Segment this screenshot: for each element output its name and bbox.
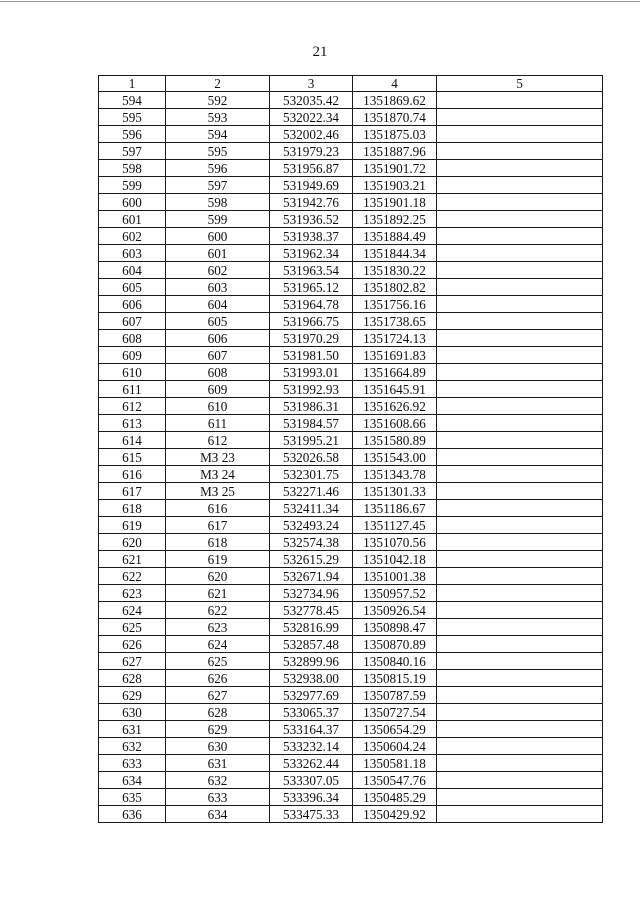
table-body	[99, 92, 603, 823]
table-cell: 606	[99, 296, 166, 313]
table-cell: 1350547.76	[353, 772, 437, 789]
table-cell: 605	[99, 279, 166, 296]
table-cell: 600	[99, 194, 166, 211]
table-cell: 616	[99, 466, 166, 483]
table-cell: 532938.00	[270, 670, 353, 687]
table-cell	[437, 551, 603, 568]
table-cell: 627	[166, 687, 270, 704]
table-cell: 531938.37	[270, 228, 353, 245]
table-cell: 633	[166, 789, 270, 806]
table-cell: 1350926.54	[353, 602, 437, 619]
table-cell: 531962.34	[270, 245, 353, 262]
table-cell: 624	[99, 602, 166, 619]
table-cell: 1351645.91	[353, 381, 437, 398]
table-cell: МЗ 25	[166, 483, 270, 500]
table-row	[99, 245, 603, 262]
table-cell: 531965.12	[270, 279, 353, 296]
table-cell: 532615.29	[270, 551, 353, 568]
table-cell: МЗ 23	[166, 449, 270, 466]
table-cell: 632	[99, 738, 166, 755]
table-cell: 609	[166, 381, 270, 398]
table-cell	[437, 653, 603, 670]
table-cell	[437, 534, 603, 551]
table-cell: 531992.93	[270, 381, 353, 398]
table-cell: 1351127.45	[353, 517, 437, 534]
table-cell: 615	[99, 449, 166, 466]
table-cell	[437, 364, 603, 381]
table-cell: 599	[166, 211, 270, 228]
table-cell: 595	[166, 143, 270, 160]
table-row	[99, 772, 603, 789]
table-row	[99, 636, 603, 653]
table-cell: 626	[166, 670, 270, 687]
table-row	[99, 466, 603, 483]
table-cell: 592	[166, 92, 270, 109]
table-cell: 1350898.47	[353, 619, 437, 636]
table-cell: 603	[166, 279, 270, 296]
table-cell: 1351042.18	[353, 551, 437, 568]
table-cell: 533232.14	[270, 738, 353, 755]
table-cell	[437, 279, 603, 296]
table-cell: 597	[166, 177, 270, 194]
table-row	[99, 806, 603, 823]
table-cell: 532857.48	[270, 636, 353, 653]
table-cell: 531966.75	[270, 313, 353, 330]
table-cell: 1351343.78	[353, 466, 437, 483]
table-cell: 608	[99, 330, 166, 347]
table-row	[99, 347, 603, 364]
table-cell	[437, 517, 603, 534]
table-cell: 626	[99, 636, 166, 653]
table-cell: 532035.42	[270, 92, 353, 109]
table-row	[99, 670, 603, 687]
table-cell: 633	[99, 755, 166, 772]
table-cell: 532271.46	[270, 483, 353, 500]
table-cell	[437, 398, 603, 415]
table-cell: 601	[166, 245, 270, 262]
table-cell: 533475.33	[270, 806, 353, 823]
table-row	[99, 755, 603, 772]
table-cell: 620	[99, 534, 166, 551]
table-cell: 531942.76	[270, 194, 353, 211]
table-cell: 594	[166, 126, 270, 143]
table-cell: 531981.50	[270, 347, 353, 364]
table-row	[99, 602, 603, 619]
table-cell: 1351070.56	[353, 534, 437, 551]
table-row	[99, 194, 603, 211]
table-cell	[437, 211, 603, 228]
table-row	[99, 619, 603, 636]
table-cell: 532411.34	[270, 500, 353, 517]
table-cell	[437, 143, 603, 160]
table-cell: 596	[166, 160, 270, 177]
table-row	[99, 585, 603, 602]
table-cell: 531970.29	[270, 330, 353, 347]
table-cell: 610	[166, 398, 270, 415]
table-cell: 630	[99, 704, 166, 721]
table-row	[99, 721, 603, 738]
table-cell: 608	[166, 364, 270, 381]
table-cell: 621	[99, 551, 166, 568]
table-cell: 618	[166, 534, 270, 551]
table-cell: 1350581.18	[353, 755, 437, 772]
table-cell: 532671.94	[270, 568, 353, 585]
table-cell	[437, 585, 603, 602]
table-cell: 600	[166, 228, 270, 245]
table-cell	[437, 789, 603, 806]
table-cell: 1350727.54	[353, 704, 437, 721]
table-cell	[437, 330, 603, 347]
table-cell: 603	[99, 245, 166, 262]
table-cell: 595	[99, 109, 166, 126]
table-cell: 1351903.21	[353, 177, 437, 194]
table-cell: 532026.58	[270, 449, 353, 466]
table-cell: 531956.87	[270, 160, 353, 177]
table-cell: 531993.01	[270, 364, 353, 381]
table-cell: 1351869.62	[353, 92, 437, 109]
table-cell	[437, 126, 603, 143]
table-row	[99, 500, 603, 517]
table-cell: 602	[166, 262, 270, 279]
table-row	[99, 92, 603, 109]
table-cell: 531949.69	[270, 177, 353, 194]
table-cell: 532734.96	[270, 585, 353, 602]
table-cell: 634	[99, 772, 166, 789]
table-cell: 610	[99, 364, 166, 381]
table-cell: 635	[99, 789, 166, 806]
table-cell: 629	[99, 687, 166, 704]
table-row	[99, 143, 603, 160]
table-cell: 630	[166, 738, 270, 755]
table-cell: 1351844.34	[353, 245, 437, 262]
table-cell	[437, 160, 603, 177]
table-cell	[437, 721, 603, 738]
table-cell: 532899.96	[270, 653, 353, 670]
table-cell	[437, 432, 603, 449]
table-cell: 604	[99, 262, 166, 279]
table-cell	[437, 619, 603, 636]
table-cell: 1351664.89	[353, 364, 437, 381]
column-header: 3	[270, 76, 353, 92]
table-row	[99, 211, 603, 228]
table-cell: 1351892.25	[353, 211, 437, 228]
table-cell	[437, 92, 603, 109]
table-cell: 531984.57	[270, 415, 353, 432]
table-cell	[437, 262, 603, 279]
table-row	[99, 109, 603, 126]
table-row	[99, 534, 603, 551]
table-cell	[437, 415, 603, 432]
table-cell: 634	[166, 806, 270, 823]
table-cell: 533065.37	[270, 704, 353, 721]
table-cell: 532778.45	[270, 602, 353, 619]
table-cell: 533307.05	[270, 772, 353, 789]
table-row	[99, 126, 603, 143]
table-cell: 531979.23	[270, 143, 353, 160]
table-cell	[437, 670, 603, 687]
table-cell	[437, 755, 603, 772]
table-cell: 617	[99, 483, 166, 500]
table-cell: 1351756.16	[353, 296, 437, 313]
table-cell: 1351802.82	[353, 279, 437, 296]
table-row	[99, 432, 603, 449]
table-cell: 607	[166, 347, 270, 364]
table-cell: 623	[166, 619, 270, 636]
table-cell: 625	[166, 653, 270, 670]
table-cell: 533396.34	[270, 789, 353, 806]
column-header: 1	[99, 76, 166, 92]
table-cell	[437, 313, 603, 330]
table-cell	[437, 483, 603, 500]
table-cell: 614	[99, 432, 166, 449]
table-cell: МЗ 24	[166, 466, 270, 483]
table-cell: 1350815.19	[353, 670, 437, 687]
column-header: 5	[437, 76, 603, 92]
table-cell: 532493.24	[270, 517, 353, 534]
table-cell: 597	[99, 143, 166, 160]
table-cell: 628	[99, 670, 166, 687]
table-cell: 624	[166, 636, 270, 653]
table-cell	[437, 466, 603, 483]
table-cell: 601	[99, 211, 166, 228]
table-cell: 531964.78	[270, 296, 353, 313]
table-row	[99, 704, 603, 721]
table-row	[99, 313, 603, 330]
table-cell: 532977.69	[270, 687, 353, 704]
table-cell	[437, 772, 603, 789]
table-cell	[437, 704, 603, 721]
table-cell: 623	[99, 585, 166, 602]
table-cell: 636	[99, 806, 166, 823]
table-row	[99, 279, 603, 296]
table-cell: 1351830.22	[353, 262, 437, 279]
table-cell: 594	[99, 92, 166, 109]
table-cell: 1351543.00	[353, 449, 437, 466]
table-row	[99, 517, 603, 534]
header-row	[99, 76, 603, 92]
table-row	[99, 789, 603, 806]
table-cell: 532574.38	[270, 534, 353, 551]
table-row	[99, 568, 603, 585]
table-cell	[437, 296, 603, 313]
table-cell: 622	[99, 568, 166, 585]
table-row	[99, 296, 603, 313]
table-cell: 1350429.92	[353, 806, 437, 823]
table-row	[99, 262, 603, 279]
table-row	[99, 330, 603, 347]
table-cell	[437, 636, 603, 653]
table-row	[99, 653, 603, 670]
table-cell: 1350654.29	[353, 721, 437, 738]
table-cell: 532022.34	[270, 109, 353, 126]
table-cell: 619	[166, 551, 270, 568]
table-cell	[437, 347, 603, 364]
table-cell: 1350840.16	[353, 653, 437, 670]
table-cell: 593	[166, 109, 270, 126]
table-cell: 531995.21	[270, 432, 353, 449]
table-cell: 1351580.89	[353, 432, 437, 449]
table-cell: 1351901.72	[353, 160, 437, 177]
table-cell: 531986.31	[270, 398, 353, 415]
table-cell: 1351901.18	[353, 194, 437, 211]
table-cell: 1351608.66	[353, 415, 437, 432]
table-cell: 1351186.67	[353, 500, 437, 517]
table-cell: 612	[99, 398, 166, 415]
table-cell	[437, 687, 603, 704]
table-cell: 596	[99, 126, 166, 143]
table-cell: 618	[99, 500, 166, 517]
table-row	[99, 551, 603, 568]
table-cell	[437, 194, 603, 211]
table-cell: 1351884.49	[353, 228, 437, 245]
page-number: 21	[312, 44, 328, 60]
table-cell	[437, 109, 603, 126]
table-cell: 604	[166, 296, 270, 313]
table-cell	[437, 602, 603, 619]
table-cell: 598	[99, 160, 166, 177]
table-cell: 1351875.03	[353, 126, 437, 143]
table-row	[99, 687, 603, 704]
table-cell: 607	[99, 313, 166, 330]
table-cell: 613	[99, 415, 166, 432]
table-cell: 620	[166, 568, 270, 585]
table-cell: 628	[166, 704, 270, 721]
table-cell: 533164.37	[270, 721, 353, 738]
table-cell: 532816.99	[270, 619, 353, 636]
table-cell: 1351887.96	[353, 143, 437, 160]
table-cell: 1350604.24	[353, 738, 437, 755]
table-cell: 532002.46	[270, 126, 353, 143]
table-header	[99, 76, 603, 92]
table-cell: 531963.54	[270, 262, 353, 279]
table-cell: 616	[166, 500, 270, 517]
table-cell	[437, 568, 603, 585]
table-cell: 612	[166, 432, 270, 449]
table-row	[99, 177, 603, 194]
table-cell: 609	[99, 347, 166, 364]
coordinates-table	[98, 75, 603, 823]
table-cell	[437, 738, 603, 755]
page-top-rule	[0, 1, 640, 2]
table-cell: 625	[99, 619, 166, 636]
column-header: 2	[166, 76, 270, 92]
table-cell: 1350957.52	[353, 585, 437, 602]
table-cell: 631	[166, 755, 270, 772]
table-cell: 1350787.59	[353, 687, 437, 704]
table-cell	[437, 449, 603, 466]
table-cell: 627	[99, 653, 166, 670]
table-cell: 599	[99, 177, 166, 194]
table-cell: 611	[166, 415, 270, 432]
table-cell: 602	[99, 228, 166, 245]
table-row	[99, 160, 603, 177]
table-cell: 611	[99, 381, 166, 398]
table-cell: 617	[166, 517, 270, 534]
table-cell: 531936.52	[270, 211, 353, 228]
table-row	[99, 738, 603, 755]
table-cell	[437, 177, 603, 194]
table-cell	[437, 806, 603, 823]
table-cell	[437, 228, 603, 245]
table-cell: 598	[166, 194, 270, 211]
table-row	[99, 449, 603, 466]
table-cell	[437, 500, 603, 517]
table-cell: 629	[166, 721, 270, 738]
table-cell: 621	[166, 585, 270, 602]
table-cell: 532301.75	[270, 466, 353, 483]
table-cell: 1351691.83	[353, 347, 437, 364]
table-row	[99, 381, 603, 398]
table-cell: 632	[166, 772, 270, 789]
table-cell: 605	[166, 313, 270, 330]
table-cell: 631	[99, 721, 166, 738]
table-cell: 1351001.38	[353, 568, 437, 585]
table-row	[99, 364, 603, 381]
table-cell: 1351738.65	[353, 313, 437, 330]
table-cell: 619	[99, 517, 166, 534]
table-cell: 1351724.13	[353, 330, 437, 347]
column-header: 4	[353, 76, 437, 92]
table-cell	[437, 381, 603, 398]
table-cell: 1351870.74	[353, 109, 437, 126]
table-row	[99, 398, 603, 415]
table-cell: 606	[166, 330, 270, 347]
table-row	[99, 228, 603, 245]
table-row	[99, 415, 603, 432]
table-cell: 622	[166, 602, 270, 619]
table-cell: 533262.44	[270, 755, 353, 772]
table-row	[99, 483, 603, 500]
table-cell	[437, 245, 603, 262]
table-cell: 1350485.29	[353, 789, 437, 806]
table-cell: 1351626.92	[353, 398, 437, 415]
table-cell: 1351301.33	[353, 483, 437, 500]
table-cell: 1350870.89	[353, 636, 437, 653]
